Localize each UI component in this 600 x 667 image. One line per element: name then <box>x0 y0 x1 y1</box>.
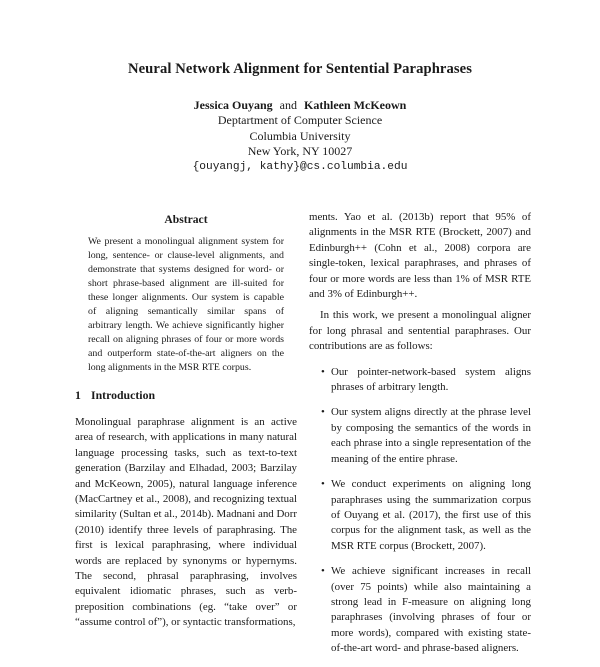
right-paragraph-2: In this work, we present a monolingual aligner for long phrasal and sentential paraphrases. Our contributions are as follows: <box>309 309 531 353</box>
abstract-heading: Abstract <box>164 213 208 226</box>
section-title: Introduction <box>91 388 156 403</box>
paper-title: Neural Network Alignment for Sentential Paraphrases <box>127 61 473 77</box>
introduction-paragraph: Monolingual paraphrase alignment is an active area of research, with applications in many natural language processing tasks, such as text-to-text generation (Barzilay and Elhadad, 2003; Barzilay and McKeown, 2005), natural language inference (MacCartney et al., 2008), and recognizing textual similarity (Sultan et al., 2014b). Madnani and Dorr (2010) identify three levels of paraphrasing. The first is lexical paraphrasing, where individual words are replaced by synonyms or hypernyms. The second, phrasal paraphrasing, involves equivalent idiomatic phrases, such as verb-preposition combinations (eg. “take over” or “assume control of”), or syntactic transformations, <box>75 415 298 629</box>
section-number: 1 <box>75 388 81 403</box>
list-item-text: Our pointer-network-based system aligns phrases of arbitrary length. <box>331 365 531 394</box>
author-1: Jessica Ouyang <box>193 98 273 112</box>
affiliation-university: Columbia University <box>249 128 351 143</box>
author-block <box>0 98 600 175</box>
right-paragraph-1: ments. Yao et al. (2013b) report that 95% of alignments in the MSR RTE (Brockett, 2007) and Edinburgh++ (Cohn et al., 2008) corpora are single-token, lexical paraphrases, and phrases of four or more words are less than 1% of MSR RTE and 3% of Edinburgh++. <box>309 211 531 301</box>
list-item-text: Our system aligns directly at the phrase level by composing the semantics of the words in each phrase into a single representation of the meaning of the entire phrase. <box>331 406 531 465</box>
bullet-icon: • <box>321 406 325 419</box>
bullet-icon: • <box>321 365 325 378</box>
contributions-list <box>309 365 531 657</box>
list-item <box>309 365 531 396</box>
author-conjunction: and <box>279 98 297 112</box>
affiliation-dept: Deptartment of Computer Science <box>217 113 383 128</box>
author-names <box>0 98 600 113</box>
list-item <box>309 405 531 467</box>
author-email: {ouyangj, kathy}@cs.columbia.edu <box>192 160 408 173</box>
list-item-text: We achieve significant increases in recall (over 75 points) while also maintaining a strong lead in F-measure on aligning long paraphrases (involving phrases of four or more words), compared with existing state-of-the-art word- and phrase-based aligners. <box>331 565 531 655</box>
abstract-text: We present a monolingual alignment system for long, sentence- or clause-level alignments, and demonstrate that systems designed for word- or short phrase-based alignment are ill-suited for these longer alignments. Our system is capable of aligning semantically similar spans of arbitrary length. We achieve significantly higher recall on aligning phrases of four or more words and outperform state-of-the-art aligners on the long alignments in the MSR RTE corpus. <box>88 236 284 373</box>
author-2: Kathleen McKeown <box>304 98 407 112</box>
list-item <box>309 477 531 554</box>
bullet-icon: • <box>321 565 325 578</box>
affiliation-address: New York, NY 10027 <box>247 144 353 159</box>
left-column <box>75 212 297 631</box>
list-item-text: We conduct experiments on aligning long paraphrases using the summarization corpus of Ouyang et al. (2017), the first use of this corpus for the alignment task, as well as the MSR RTE corpus (Brockett, 2007). <box>331 478 531 552</box>
right-column <box>309 210 531 667</box>
list-item <box>309 564 531 656</box>
section-heading-introduction <box>75 388 297 403</box>
bullet-icon: • <box>321 478 325 491</box>
